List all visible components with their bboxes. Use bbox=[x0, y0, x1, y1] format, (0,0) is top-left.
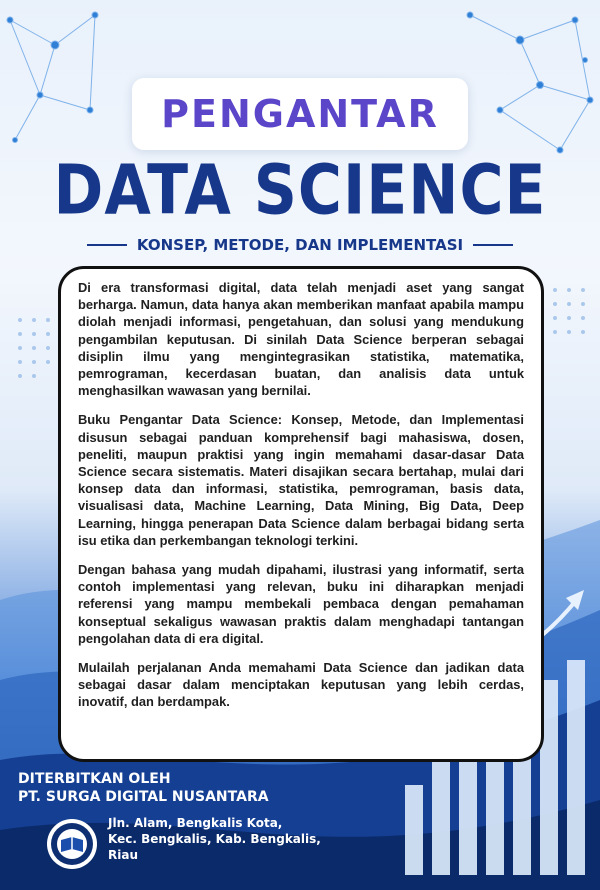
subtitle-divider-left bbox=[87, 244, 127, 246]
address-line: Jln. Alam, Bengkalis Kota, bbox=[108, 816, 283, 830]
description-box bbox=[58, 266, 544, 762]
description-paragraph: Di era transformasi digital, data telah menjadi aset yang sangat berharga. Namun, data hanya akan memberikan manfaat apabila mampu diolah menjadi informasi, pengetahuan, dan solusi yang mendukung pengambilan keputusan. Di sinilah Data Science berperan sebagai disiplin ilmu yang mengintegrasikan statistika, matematika, pemrograman, kecerdasan buatan, dan analisis data untuk menghasilkan wawasan yang bernilai. bbox=[78, 280, 524, 399]
network-nodes-icon bbox=[467, 12, 593, 153]
publisher-logo-icon bbox=[46, 818, 98, 870]
title-box bbox=[132, 78, 468, 150]
description-paragraph: Dengan bahasa yang mudah dipahami, ilustrasi yang informatif, serta contoh implementasi yang relevan, buku ini diharapkan menjadi referensi yang mampu membekali pembaca dengan pemahaman konseptual sekaligus wawasan praktis dalam menghadapi tantangan pengolahan data di era digital. bbox=[78, 562, 524, 646]
address-line: Kec. Bengkalis, Kab. Bengkalis, bbox=[108, 832, 321, 846]
publisher-label: DITERBITKAN OLEH bbox=[18, 771, 171, 787]
publisher-name: PT. SURGA DIGITAL NUSANTARA bbox=[18, 789, 269, 805]
description-paragraph: Mulailah perjalanan Anda memahami Data Science dan jadikan data sebagai dasar dalam menciptakan keputusan yang lebih cerdas, inovatif, dan berdampak. bbox=[78, 660, 524, 710]
book-title-line1: PENGANTAR bbox=[161, 92, 439, 136]
address-line: Riau bbox=[108, 848, 138, 862]
book-subtitle: KONSEP, METODE, DAN IMPLEMENTASI bbox=[136, 236, 464, 254]
publisher-address bbox=[108, 815, 321, 863]
publisher-info bbox=[18, 770, 269, 806]
book-title-line2: DATA SCIENCE bbox=[53, 150, 547, 231]
description-paragraph: Buku Pengantar Data Science: Konsep, Metode, dan Implementasi disusun sebagai panduan komprehensif bagi mahasiswa, dosen, peneliti, maupun praktisi yang ingin memahami dasar-dasar Data Science secara sistematis. Materi disajikan secara bertahap, mulai dari konsep data dan informasi, statistika, pemrograman, basis data, visualisasi data, Machine Learning, Data Mining, Big Data, Deep Learning, hingga penerapan Data Science dalam berbagai bidang serta isu etika dan perkembangan teknologi terkini. bbox=[78, 412, 524, 548]
subtitle-divider-right bbox=[473, 244, 513, 246]
subtitle-row bbox=[0, 236, 600, 254]
network-nodes-icon bbox=[7, 12, 98, 143]
